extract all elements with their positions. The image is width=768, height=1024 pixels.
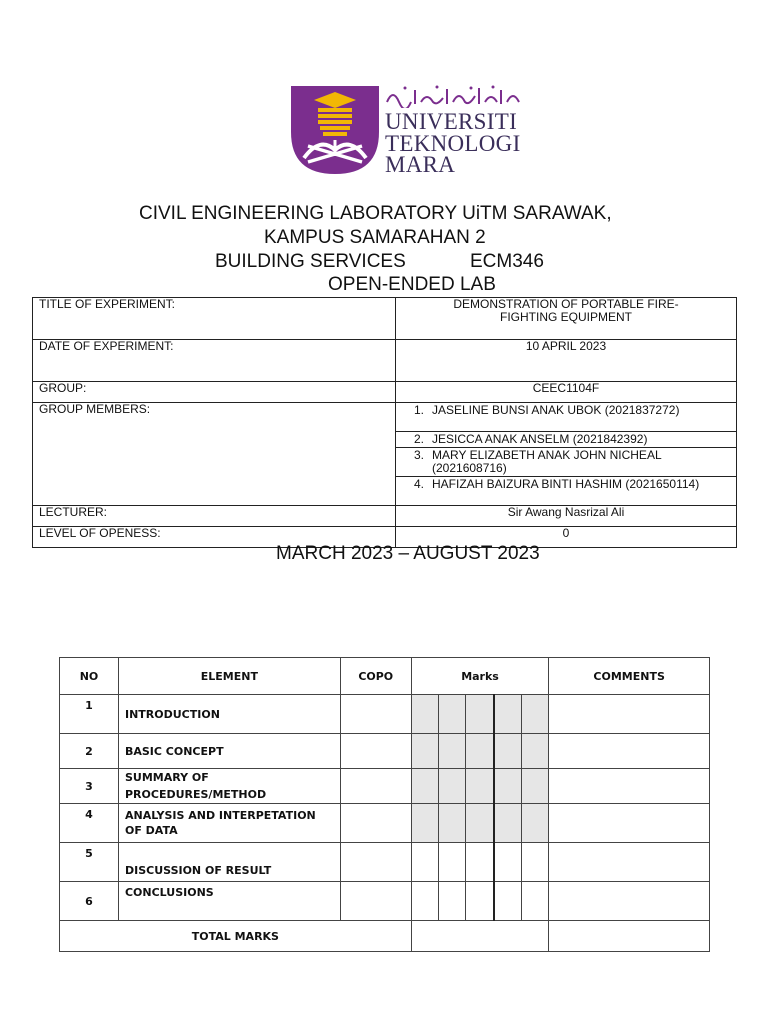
- row-number: 6: [60, 882, 119, 921]
- comment-cell[interactable]: [549, 695, 710, 734]
- row-number: 3: [60, 769, 119, 804]
- row-number: 5: [60, 843, 119, 882]
- date-label: DATE OF EXPERIMENT:: [33, 340, 396, 382]
- title-value-line-1: DEMONSTRATION OF PORTABLE FIRE-: [453, 297, 679, 311]
- marks-table: [59, 657, 710, 952]
- heading-lab: CIVIL ENGINEERING LABORATORY UiTM SARAWAK,: [139, 203, 612, 224]
- mark-cell[interactable]: [466, 843, 494, 882]
- comment-cell[interactable]: [549, 843, 710, 882]
- total-row: [60, 921, 710, 952]
- info-row-date: [33, 340, 737, 382]
- comment-cell[interactable]: [549, 734, 710, 769]
- copo-cell[interactable]: [340, 734, 411, 769]
- date-value: 10 APRIL 2023: [396, 340, 737, 382]
- row-number: 1: [60, 695, 119, 734]
- member-item: [396, 403, 736, 432]
- mark-cell[interactable]: [439, 769, 466, 804]
- header-element: ELEMENT: [118, 658, 340, 695]
- jawi-wordmark: [385, 84, 523, 108]
- heading-course-name: BUILDING SERVICES: [215, 251, 406, 272]
- member-number: 2.: [413, 432, 424, 446]
- mark-cell[interactable]: [522, 734, 549, 769]
- row-element: SUMMARY OF PROCEDURES/METHOD: [118, 769, 340, 804]
- header-no: NO: [60, 658, 119, 695]
- mark-cell[interactable]: [494, 843, 522, 882]
- row-element: ANALYSIS AND INTERPETATION OF DATA: [118, 804, 340, 843]
- mark-cell[interactable]: [522, 882, 549, 921]
- mark-cell[interactable]: [439, 804, 466, 843]
- table-row: [60, 695, 710, 734]
- mark-cell[interactable]: [522, 843, 549, 882]
- mark-cell[interactable]: [494, 804, 522, 843]
- total-label: TOTAL MARKS: [60, 921, 412, 952]
- mark-cell[interactable]: [411, 843, 438, 882]
- info-row-title: [33, 298, 737, 340]
- mark-cell[interactable]: [411, 695, 438, 734]
- members-list: [396, 403, 737, 506]
- mark-cell[interactable]: [466, 804, 494, 843]
- mark-cell[interactable]: [522, 769, 549, 804]
- copo-cell[interactable]: [340, 843, 411, 882]
- comment-cell[interactable]: [549, 882, 710, 921]
- university-name: [385, 111, 521, 176]
- mark-cell[interactable]: [494, 769, 522, 804]
- table-row: [60, 734, 710, 769]
- openess-value: 0: [396, 527, 737, 548]
- heading-course-code: ECM346: [470, 251, 544, 272]
- marks-header-row: [60, 658, 710, 695]
- lecturer-value: Sir Awang Nasrizal Ali: [396, 506, 737, 527]
- university-line-3: MARA: [385, 152, 456, 177]
- group-label: GROUP:: [33, 382, 396, 403]
- university-line-2: TEKNOLOGI: [385, 130, 521, 156]
- heading-campus: KAMPUS SAMARAHAN 2: [264, 227, 486, 248]
- table-row: [60, 882, 710, 921]
- mark-cell[interactable]: [439, 843, 466, 882]
- member-name: MARY ELIZABETH ANAK JOHN NICHEAL (2021608716): [432, 448, 662, 475]
- mark-cell[interactable]: [466, 882, 494, 921]
- row-number: 2: [60, 734, 119, 769]
- table-row: [60, 843, 710, 882]
- title-label: TITLE OF EXPERIMENT:: [33, 298, 396, 340]
- members-label: GROUP MEMBERS:: [33, 403, 396, 506]
- mark-cell[interactable]: [439, 695, 466, 734]
- member-item: [396, 448, 736, 477]
- table-row: [60, 804, 710, 843]
- mark-cell[interactable]: [411, 804, 438, 843]
- title-value-line-2: FIGHTING EQUIPMENT: [500, 310, 632, 324]
- row-number: 4: [60, 804, 119, 843]
- openess-label: LEVEL OF OPENESS:: [33, 527, 396, 548]
- member-item: [396, 432, 736, 448]
- semester-period: MARCH 2023 – AUGUST 2023: [276, 543, 540, 564]
- row-element: DISCUSSION OF RESULT: [118, 843, 340, 882]
- lecturer-label: LECTURER:: [33, 506, 396, 527]
- member-number: 3.: [413, 448, 424, 462]
- mark-cell[interactable]: [466, 695, 494, 734]
- mark-cell[interactable]: [411, 734, 438, 769]
- uitm-crest-icon: [290, 84, 380, 176]
- member-name: JESICCA ANAK ANSELM (2021842392): [432, 432, 648, 446]
- comment-cell[interactable]: [549, 769, 710, 804]
- title-value: [396, 298, 737, 340]
- mark-cell[interactable]: [494, 882, 522, 921]
- mark-cell[interactable]: [466, 734, 494, 769]
- mark-cell[interactable]: [411, 882, 438, 921]
- mark-cell[interactable]: [439, 882, 466, 921]
- info-row-group: [33, 382, 737, 403]
- member-name: JASELINE BUNSI ANAK UBOK (2021837272): [432, 403, 680, 417]
- header-marks: Marks: [411, 658, 549, 695]
- info-row-lecturer: [33, 506, 737, 527]
- mark-cell[interactable]: [494, 734, 522, 769]
- university-line-1: UNIVERSITI: [385, 109, 518, 134]
- heading-lab-type: OPEN-ENDED LAB: [328, 274, 496, 295]
- experiment-info-table: [32, 297, 737, 548]
- row-element: CONCLUSIONS: [118, 882, 340, 921]
- copo-cell[interactable]: [340, 695, 411, 734]
- mark-cell[interactable]: [411, 769, 438, 804]
- mark-cell[interactable]: [522, 804, 549, 843]
- row-element: BASIC CONCEPT: [118, 734, 340, 769]
- info-row-members: [33, 403, 737, 506]
- group-value: CEEC1104F: [396, 382, 737, 403]
- header-copo: COPO: [340, 658, 411, 695]
- member-number: 1.: [413, 403, 424, 417]
- row-element: INTRODUCTION: [118, 695, 340, 734]
- member-item: [396, 477, 736, 506]
- mark-cell[interactable]: [494, 695, 522, 734]
- total-marks-cell[interactable]: [411, 921, 549, 952]
- member-name: HAFIZAH BAIZURA BINTI HASHIM (2021650114): [432, 477, 700, 491]
- copo-cell[interactable]: [340, 804, 411, 843]
- mark-cell[interactable]: [466, 769, 494, 804]
- comment-cell[interactable]: [549, 804, 710, 843]
- header-comments: COMMENTS: [549, 658, 710, 695]
- copo-cell[interactable]: [340, 882, 411, 921]
- table-row: [60, 769, 710, 804]
- mark-cell[interactable]: [522, 695, 549, 734]
- copo-cell[interactable]: [340, 769, 411, 804]
- mark-cell[interactable]: [439, 734, 466, 769]
- total-comment-cell[interactable]: [549, 921, 710, 952]
- member-number: 4.: [413, 477, 424, 491]
- heading-course: [215, 250, 768, 274]
